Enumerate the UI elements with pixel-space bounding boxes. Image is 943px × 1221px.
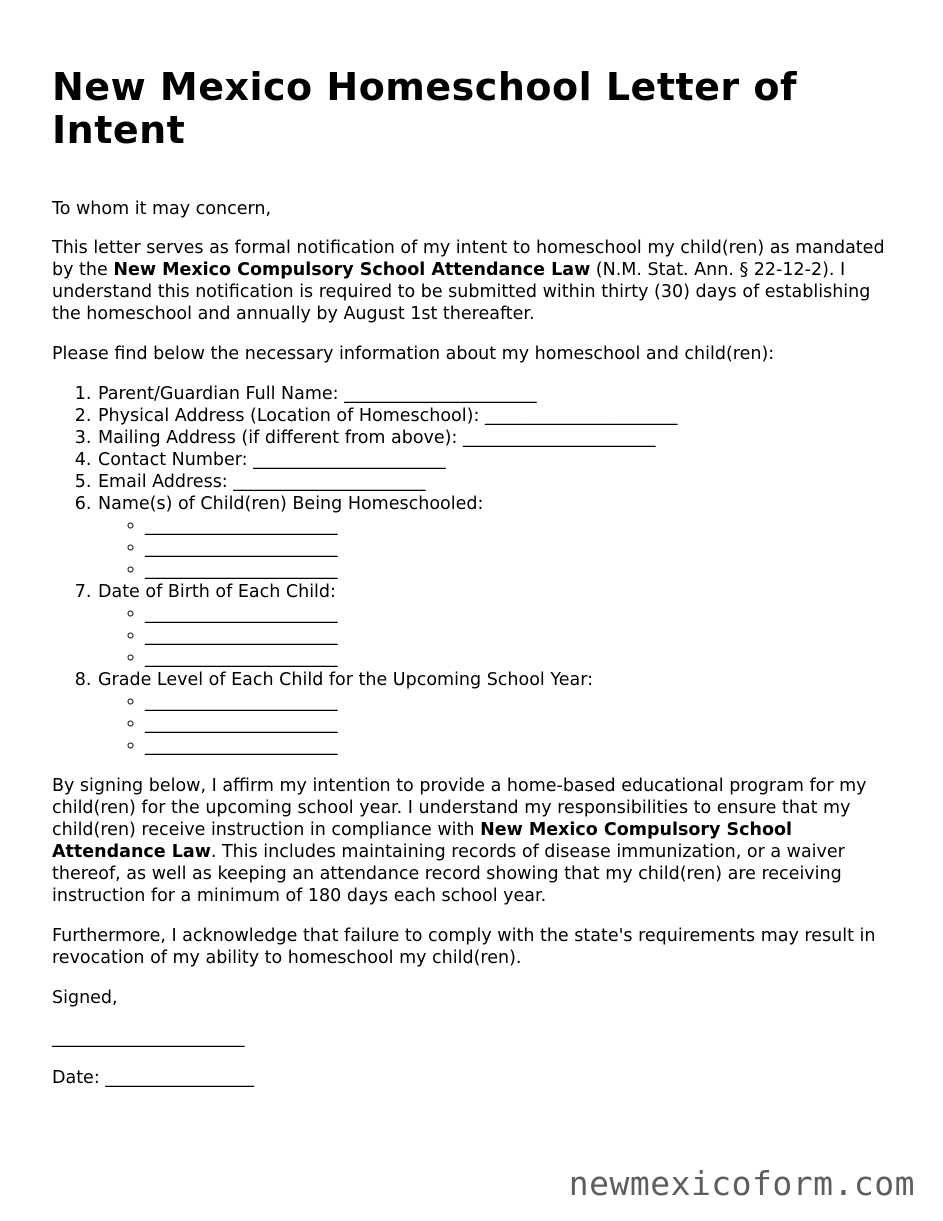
grade-levels-item	[97, 669, 902, 757]
info-fields-list	[52, 383, 902, 757]
signature-field[interactable]: ______________________	[52, 1028, 245, 1048]
blank-line[interactable]: ◦ ______________________	[145, 515, 902, 537]
blank-line[interactable]: ◦ ______________________	[145, 713, 902, 735]
intent-text-end: (N.M. Stat. Ann. § 22-12-2). I understand this notification is required to be submitted within thirty (30) days of establishing the homeschool and annually by August 1st thereafter.	[52, 260, 871, 324]
signed-label: Signed,	[52, 988, 118, 1008]
mailing-address-field[interactable]: 3. Mailing Address (if different from above): ______________________	[97, 427, 902, 449]
blank-line[interactable]: ◦ ______________________	[145, 735, 902, 757]
blank-line[interactable]: ◦ ______________________	[145, 559, 902, 581]
contact-number-field[interactable]: 4. Contact Number: ______________________	[97, 449, 902, 471]
children-names-item	[97, 493, 902, 581]
intent-text-start: This letter serves as formal notification of my intent to homeschool my child(ren) as mandated by the	[52, 238, 885, 280]
blank-line[interactable]: ◦ ______________________	[145, 625, 902, 647]
email-field[interactable]: 5. Email Address: ______________________	[97, 471, 902, 493]
affirmation-text-start: By signing below, I affirm my intention to provide a home-based educational program for my child(ren) for the upcoming school year. I understand my responsibilities to ensure that my child(ren) receive instruction in compliance with	[52, 776, 867, 840]
blank-line[interactable]: ◦ ______________________	[145, 603, 902, 625]
site-watermark: newmexicoform.com	[568, 1164, 915, 1203]
acknowledgement-paragraph: Furthermore, I acknowledge that failure to comply with the state's requirements may result in revocation of my ability to homeschool my child(ren).	[52, 926, 876, 968]
page-title: New Mexico Homeschool Letter of Intent	[52, 65, 798, 152]
grade-levels-blanks	[98, 691, 902, 757]
info-intro: Please find below the necessary information about my homeschool and child(ren):	[52, 344, 775, 364]
children-names-label: Name(s) of Child(ren) Being Homeschooled:	[98, 494, 484, 514]
date-field[interactable]: Date: _________________	[52, 1068, 255, 1088]
intent-paragraph	[52, 237, 902, 325]
grade-levels-label: Grade Level of Each Child for the Upcoming School Year:	[98, 670, 593, 690]
greeting: To whom it may concern,	[52, 199, 272, 219]
affirmation-text-end: . This includes maintaining records of disease immunization, or a waiver thereof, as well as keeping an attendance record showing that my child(ren) are receiving instruction for a minimum of 180 days each school year.	[52, 842, 845, 906]
blank-line[interactable]: ◦ ______________________	[145, 537, 902, 559]
birth-dates-item	[97, 581, 902, 669]
birth-dates-label: Date of Birth of Each Child:	[98, 582, 336, 602]
letter-document	[52, 66, 902, 1089]
physical-address-field[interactable]: 2. Physical Address (Location of Homeschool): ______________________	[97, 405, 902, 427]
parent-name-field[interactable]: 1. Parent/Guardian Full Name: ______________________	[97, 383, 902, 405]
law-name: New Mexico Compulsory School Attendance Law	[113, 260, 591, 280]
blank-line[interactable]: ◦ ______________________	[145, 647, 902, 669]
blank-line[interactable]: ◦ ______________________	[145, 691, 902, 713]
affirmation-paragraph	[52, 775, 902, 907]
birth-dates-blanks	[98, 603, 902, 669]
law-name: New Mexico Compulsory School Attendance Law	[52, 820, 793, 862]
children-names-blanks	[98, 515, 902, 581]
